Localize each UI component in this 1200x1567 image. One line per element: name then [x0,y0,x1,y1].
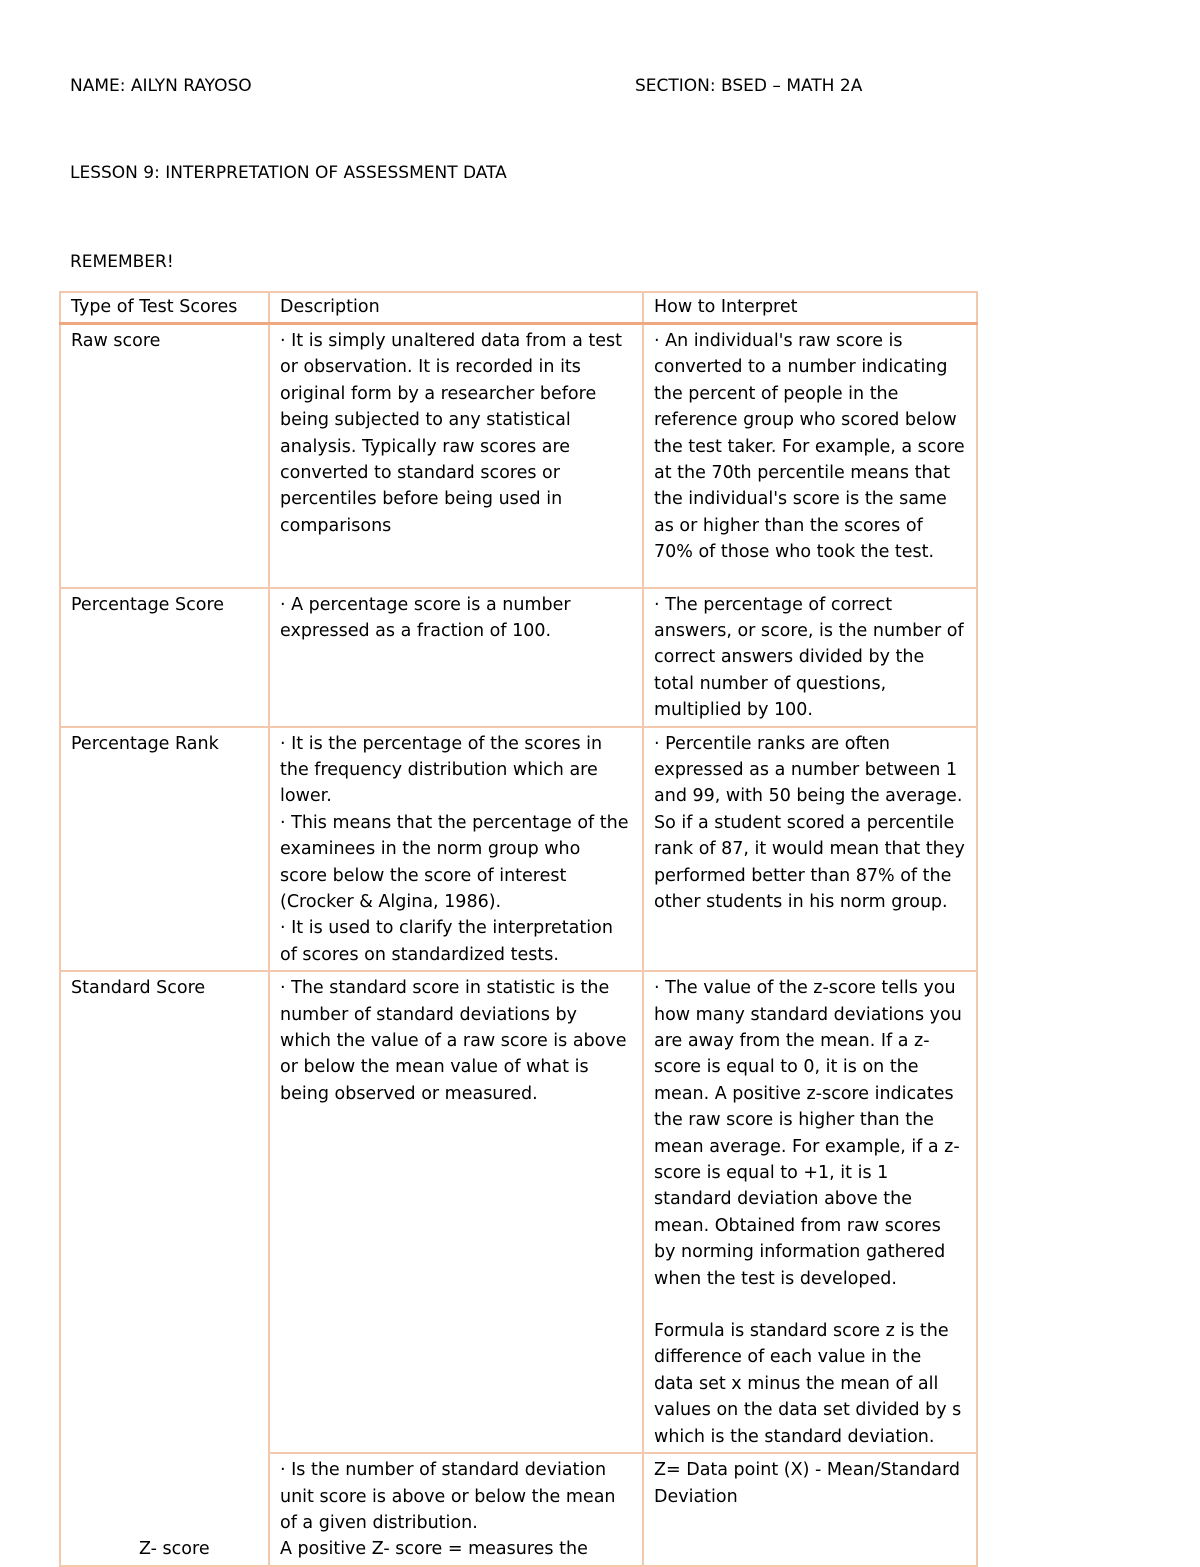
table-header-row [60,292,977,324]
test-scores-table [59,291,978,1567]
row-description-percentage-score: · A percentage score is a number expressed as a fraction of 100. [269,588,643,727]
column-header-type: Type of Test Scores [60,292,269,324]
description-line: · It is the percentage of the scores in the frequency distribution which are lower. [280,733,603,807]
row-type-z-score [60,1453,269,1566]
row-interpret-raw-score: · An individual's raw score is converted to a number indicating the percent of people in the reference group who scored below the test taker. For example, a score at the 70th percentile means that the individual's score is the same as or higher than the scores of 70% of those who took the test. [643,324,977,588]
interpret-paragraph: · The value of the z-score tells you how many standard deviations you are away from the mean. If a z-score is equal to 0, it is on the mean. A positive z-score indicates the raw score is higher than the mean average. For example, if a z-score is equal to +1, it is 1 standard deviation above the mean. Obtained from raw scores by norming information gathered when the test is developed. [654,978,962,1289]
z-score-label: Z- score [139,1539,210,1560]
table-row [60,324,977,588]
standard-score-label: Standard Score [71,978,206,999]
description-line: · This means that the percentage of the examinees in the norm group who score below the score of interest (Crocker & Algina, 1986). [280,812,629,912]
row-type-percentage-rank: Percentage Rank [60,727,269,972]
description-line: · Is the number of standard deviation unit score is above or below the mean of a given distribution. [280,1460,616,1533]
row-interpret-standard-score [643,971,977,1453]
description-line: · It is used to clarify the interpretation of scores on standardized tests. [280,918,613,965]
row-type-raw-score: Raw score [60,324,269,588]
table-row [60,971,977,1453]
row-description-raw-score: · It is simply unaltered data from a test or observation. It is recorded in its original form by a researcher before being subjected to any statistical analysis. Typically raw scores are converted to standard scores or percentiles before being used in comparisons [269,324,643,588]
row-type-percentage-score: Percentage Score [60,588,269,727]
row-description-z-score [269,1453,643,1566]
column-header-interpret: How to Interpret [643,292,977,324]
table-row [60,588,977,727]
student-name: NAME: AILYN RAYOSO [70,76,252,96]
row-type-standard-score [60,971,269,1453]
row-interpret-percentage-score: · The percentage of correct answers, or score, is the number of correct answers divided by the total number of questions, multiplied by 100. [643,588,977,727]
column-header-description: Description [269,292,643,324]
row-description-percentage-rank [269,727,643,972]
row-description-standard-score: · The standard score in statistic is the number of standard deviations by which the value of a raw score is above or below the mean value of what is being observed or measured. [269,971,643,1453]
row-interpret-z-score: Z= Data point (X) - Mean/Standard Deviation [643,1453,977,1566]
formula-paragraph: Formula is standard score z is the difference of each value in the data set x minus the mean of all values on the data set divided by s which is the standard deviation. [654,1321,962,1447]
row-interpret-percentage-rank: · Percentile ranks are often expressed as a number between 1 and 99, with 50 being the average. So if a student scored a percentile rank of 87, it would mean that they performed better than 87% of the other students in his norm group. [643,727,977,972]
student-section: SECTION: BSED – MATH 2A [635,76,863,96]
table-row [60,1453,977,1566]
lesson-title: LESSON 9: INTERPRETATION OF ASSESSMENT DATA [70,163,507,183]
table-row [60,727,977,972]
description-line: A positive Z- score = measures the [280,1539,588,1560]
remember-heading: REMEMBER! [70,252,174,272]
